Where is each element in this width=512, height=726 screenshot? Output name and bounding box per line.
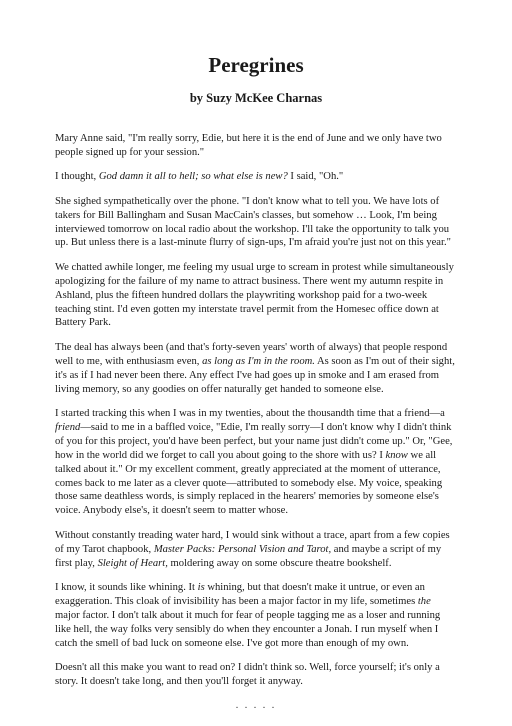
paragraph: We chatted awhile longer, me feeling my usual urge to scream in protest while simultaneously apologizing for the failure of my name to attract business. There went my autumn respite in Ashland, plus the fifteen hundred dollars the playwriting workshop paid for a two-week teaching stint. I'd even gotten my interstate travel permit from the Homesec office down at Battery Park. xyxy=(55,261,454,329)
paragraph: I know, it sounds like whining. It is whining, but that doesn't make it untrue, or even an exaggeration. This cloak of invisibility has been a major factor in my life, sometimes the major factor. I don't talk about it much for fear of people tagging me as a loser and running like hell, the way folks very sensibly do when they encounter a Jonah. I run myself when I catch the smell of bad luck on someone else. I've got more than enough of my own. xyxy=(55,581,441,649)
paragraph: Doesn't all this make you want to read on? I didn't think so. Well, force yourself; it's only a story. It doesn't take long, and then you'll forget it anyway. xyxy=(55,662,440,687)
author-byline: by Suzy McKee Charnas xyxy=(189,91,323,105)
paragraph: I thought, God damn it all to hell; so what else is new? I said, "Oh." xyxy=(55,171,344,183)
paragraph: She sighed sympathetically over the phone. "I don't know what to tell you. We have lots of takers for Bill Ballingham and Susan MacCain's classes, but somehow … Look, I'm being interviewed tomorrow on local radio about the workshop. I'll take the opportunity to talk you up. But unless there is a last-minute flurry of sign-ups, I'm afraid you're just not on this year." xyxy=(55,195,451,249)
paragraph: Mary Anne said, "I'm really sorry, Edie, but here it is the end of June and we only have two people signed up for your session." xyxy=(55,133,442,158)
section-separator: . . . . . xyxy=(235,700,277,711)
paragraph: I started tracking this when I was in my twenties, about the thousandth time that a friend—a friend—said to me in a baffled voice, "Edie, I'm really sorry—I don't know why I didn't think of you for this project, you'd have been perfect, but your name just didn't come up." Or, "Gee, how in the world did we forget to call you about going to the shore with us? I know we all talked about it." Or my excellent comment, greatly appreciated at the moment of utterance, comes back to me later as a clever quote—attributed to somebody else. My voice, speaking those same deathless words, is simply replaced in the hearers' memories by someone else's voice. Anybody else's, it doesn't seem to matter whose. xyxy=(55,408,453,517)
story-body xyxy=(55,132,457,689)
paragraph: The deal has always been (and that's forty-seven years' worth of always) that people respond well to me, with enthusiasm even, as long as I'm in the room. As soon as I'm out of their sight, it's as if I had never been there. Any effect I've had goes up in smoke and I am erased from living memory, so any goodies on offer naturally get handed to someone else. xyxy=(55,341,455,395)
story-title: Peregrines xyxy=(208,53,304,77)
paragraph: Without constantly treading water hard, I would sink without a trace, apart from a few copies of my Tarot chapbook, Master Packs: Personal Vision and Tarot, and maybe a script of my first play, Sleight of Heart, moldering away on some obscure theatre bookshelf. xyxy=(55,529,450,569)
